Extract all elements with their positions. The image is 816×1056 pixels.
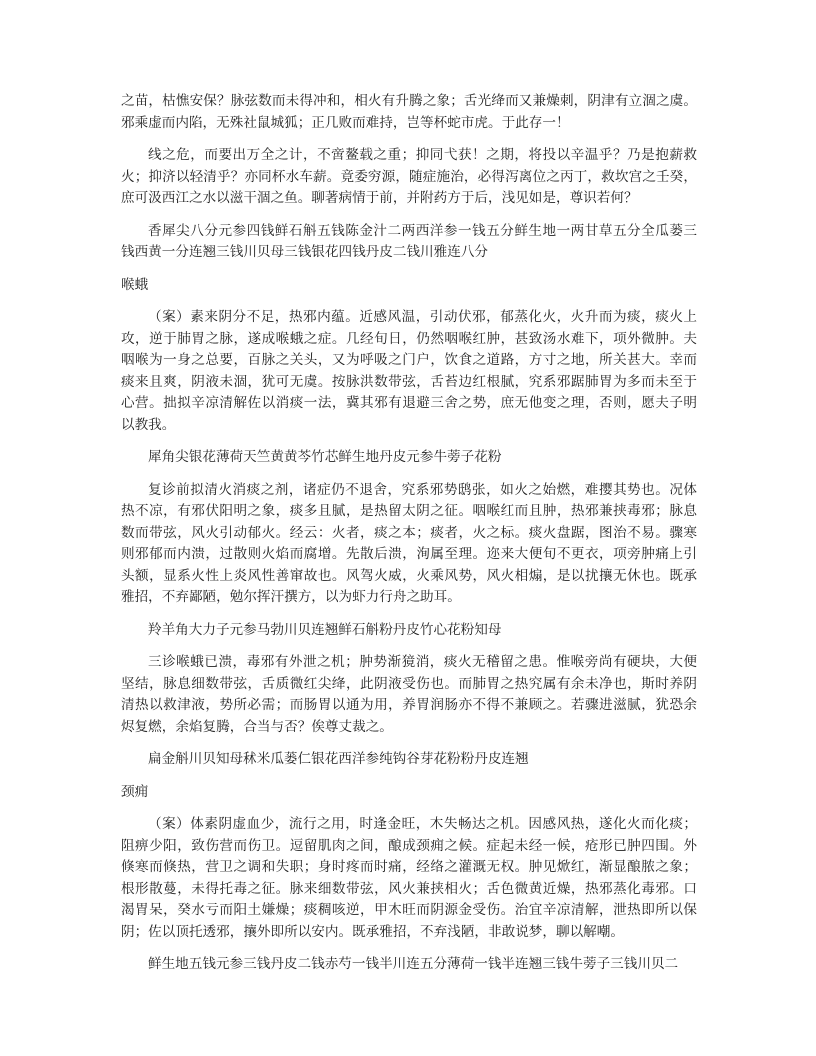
text-line: 火；抑济以轻清乎？亦同杯水车薪。竟委穷源，随症施治，必得泻离位之丙丁，救坎宫之壬癸， — [121, 168, 697, 185]
text-line: 数而带弦，风火引动郁火。经云：火者，痰之本；痰者，火之标。痰火盘踞，图治不易。骤寒 — [121, 524, 697, 541]
section-heading — [121, 782, 697, 804]
section-heading — [121, 275, 697, 297]
text-line: 心营。拙拟辛凉清解佐以消痰一法，冀其邪有退避三舍之势，庶无他变之理，否则，愿夫子明 — [121, 395, 697, 411]
text-line: （案）素来阴分不足，热邪内蕴。近感风温，引动伏邪，郁蒸化火，火升而为痰，痰火上 — [148, 309, 697, 325]
case-paragraph — [121, 480, 697, 609]
case-paragraph — [121, 652, 697, 738]
text-line: 犀角尖银花薄荷天竺黄黄芩竹芯鲜生地丹皮元参牛蒡子花粉 — [148, 449, 502, 465]
prescription-paragraph — [121, 749, 697, 771]
text-line: 倏寒而倏热，营卫之调和失职；身时疼而时痛，经络之灌溉无权。肿见焮红，渐显酿脓之象； — [121, 859, 697, 875]
text-line: 羚羊角大力子元参马勃川贝连翘鲜石斛粉丹皮竹心花粉知母 — [148, 621, 502, 638]
document-page — [121, 91, 697, 987]
case-paragraph — [121, 307, 697, 436]
text-line: 渴胃呆，癸水亏而阳土嫌燥；痰稠咳逆，甲木旺而阴源金受伤。治宜辛凉清解，泄热即所以保 — [121, 902, 697, 918]
text-line: 线之危，而要出万全之计，不啻鳌载之重；抑同弋获！之期，将投以辛温乎？乃是抱薪救 — [148, 147, 697, 163]
text-line: 三诊喉蛾已溃，毒邪有外泄之机；肿势渐獍消，痰火无稽留之患。惟喉旁尚有硬块，大便 — [148, 654, 697, 670]
text-line: 则邪郁而内溃，过散则火焰而腐增。先散后溃，洵属至理。迩来大便旬不更衣，项旁肿痛上引 — [121, 546, 697, 562]
text-line: 阴；佐以顶托透邪，攘外即所以安内。既承雅招，不弃浅陋，非敢说梦，聊以解嘲。 — [121, 923, 624, 940]
case-paragraph — [121, 814, 697, 943]
text-line: 喉蛾 — [121, 276, 149, 293]
case-paragraph — [121, 91, 697, 134]
prescription-paragraph — [121, 221, 697, 264]
text-line: 坚结，脉息细数带弦，舌质微红尖绛，此阴液受伤也。而肺胃之热究属有余未净也，斯时养阴 — [121, 675, 697, 692]
text-line: 颈痈 — [121, 783, 149, 800]
text-line: 之苗，枯憔安保？脉弦数而未得冲和，相火有升腾之象；舌光绛而又兼燥刺，阴津有立涸之虞。 — [121, 93, 697, 109]
text-line: 扁金斛川贝知母秫米瓜蒌仁银花西洋参纯钩谷芽花粉粉丹皮连翘 — [148, 751, 529, 767]
text-line: 咽喉为一身之总要，百脉之关头，又为呼吸之门户，饮食之道路，方寸之地，所关甚大。幸而 — [121, 352, 697, 368]
text-line: 阻痹少阳，致伤营而伤卫。逗留肌肉之间，酿成颈痈之候。症起未经一候，疮形已肿四围。外 — [121, 837, 697, 854]
text-line: 烬复燃，余焰复腾，合当与否？俟尊丈裁之。 — [121, 718, 393, 735]
text-line: 庶可汲西江之水以滋干涸之鱼。聊著病情于前，并附药方于后，浅见如是，尊识若何？ — [121, 190, 638, 206]
text-line: 热不凉，有邪伏阳明之象，痰多且腻，是热留太阴之征。咽喉红而且肿，热邪兼挟毒邪；脉息 — [121, 503, 697, 519]
prescription-paragraph — [121, 620, 697, 642]
text-line: 鲜生地五钱元参三钱丹皮二钱赤芍一钱半川连五分薄荷一钱半连翘三钱牛蒡子三钱川贝二 — [148, 956, 679, 972]
text-line: 钱西黄一分连翘三钱川贝母三钱银花四钱丹皮二钱川雅连八分 — [121, 244, 489, 260]
text-line: 头额，显系火性上炎风性善窜故也。风驾火威，火乘风势，风火相煽，是以扰攘无休也。既承 — [121, 567, 697, 584]
text-line: 攻，逆于肺胃之脉，遂成喉蛾之症。几经旬日，仍然咽喉红肿，甚致汤水难下，项外微肿。夫 — [121, 330, 697, 347]
text-line: 邪乘虚而内陷，无殊社鼠城狐；正几败而难持，岂等杯蛇市虎。于此存一！ — [121, 114, 570, 131]
case-paragraph — [121, 145, 697, 210]
text-line: 根形散蔓，未得托毒之征。脉来细数带弦，风火兼挟相火；舌色微黄近燥，热邪蒸化毒邪。口 — [121, 880, 697, 897]
prescription-paragraph — [121, 954, 697, 976]
text-line: 香犀尖八分元参四钱鲜石斛五钱陈金汁二两西洋参一钱五分鲜生地一两甘草五分全瓜蒌三 — [148, 222, 697, 239]
text-line: 以教我。 — [121, 416, 176, 433]
text-line: （案）体素阴虚血少，流行之用，时逢金旺，木失畅达之机。因感风热，遂化火而化痰； — [148, 816, 697, 832]
text-line: 复诊前拟清火消痰之剂，诸症仍不退舍，究系邪势鸱张，如火之始燃，难撄其势也。况体 — [148, 481, 697, 498]
text-line: 痰来且爽，阴液未涸，犹可无虞。按脉洪数带弦，舌苔边红根腻，究系邪踞肺胃为多而未至于 — [121, 373, 697, 390]
text-line: 雅招，不弃鄙陋，勉尔挥汗撰方，以为虾力行舟之助耳。 — [121, 589, 461, 605]
prescription-paragraph — [121, 447, 697, 469]
text-line: 清热以救津液，势所必需；而肠胃以通为用，养胃润肠亦不得不兼顾之。若骤进滋腻，犹恐余 — [121, 697, 697, 713]
